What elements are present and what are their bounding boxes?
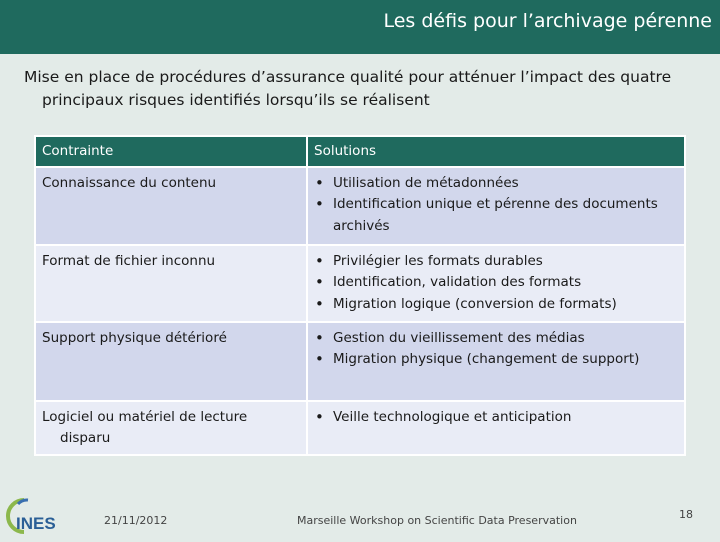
constraint-cell	[35, 245, 307, 322]
solution-item: • Identification, validation des formats	[314, 272, 678, 294]
footer-date: 21/11/2012	[104, 514, 168, 527]
risk-table	[34, 135, 686, 456]
table-row	[35, 322, 685, 401]
solutions-cell	[307, 167, 685, 245]
solution-item: • Migration physique (changement de support)	[314, 349, 678, 371]
solution-item: • Privilégier les formats durables	[314, 251, 678, 273]
solutions-cell	[307, 245, 685, 322]
solution-item: • Veille technologique et anticipation	[314, 407, 678, 429]
table-row	[35, 401, 685, 455]
solution-item: • Gestion du vieillissement des médias	[314, 328, 678, 350]
solutions-cell	[307, 401, 685, 455]
constraint-cell	[35, 322, 307, 401]
solutions-list	[314, 328, 678, 371]
constraint-label: Connaissance du contenu	[42, 174, 217, 191]
footer-event: Marseille Workshop on Scientific Data Preservation	[297, 514, 577, 527]
title-bar	[0, 0, 720, 54]
header-solutions: Solutions	[307, 136, 685, 167]
solutions-list	[314, 251, 678, 316]
header-contrainte: Contrainte	[35, 136, 307, 167]
intro-text: Mise en place de procédures d’assurance qualité pour atténuer l’impact des quatre principaux risques identifiés lorsqu’ils se réalisent	[24, 68, 672, 109]
page-number: 18	[679, 508, 693, 521]
constraint-label: Format de fichier inconnu	[42, 252, 216, 269]
solutions-list	[314, 407, 678, 429]
table-row	[35, 245, 685, 322]
constraint-cell	[35, 167, 307, 245]
solution-item: • Migration logique (conversion de formats)	[314, 294, 678, 316]
solutions-cell	[307, 322, 685, 401]
ines-logo-mark	[4, 494, 66, 538]
constraint-label: Logiciel ou matériel de lecture disparu	[42, 408, 248, 446]
table-header-row	[35, 136, 685, 167]
table-row	[35, 167, 685, 245]
slide-title: Les défis pour l’archivage pérenne	[383, 10, 712, 32]
constraint-cell	[35, 401, 307, 455]
solutions-list	[314, 173, 678, 238]
solution-item: • Identification unique et pérenne des documents archivés	[314, 194, 678, 237]
logo-text: INES	[16, 514, 56, 533]
constraint-label: Support physique détérioré	[42, 329, 227, 346]
solution-item: • Utilisation de métadonnées	[314, 173, 678, 195]
ines-logo	[4, 494, 66, 538]
